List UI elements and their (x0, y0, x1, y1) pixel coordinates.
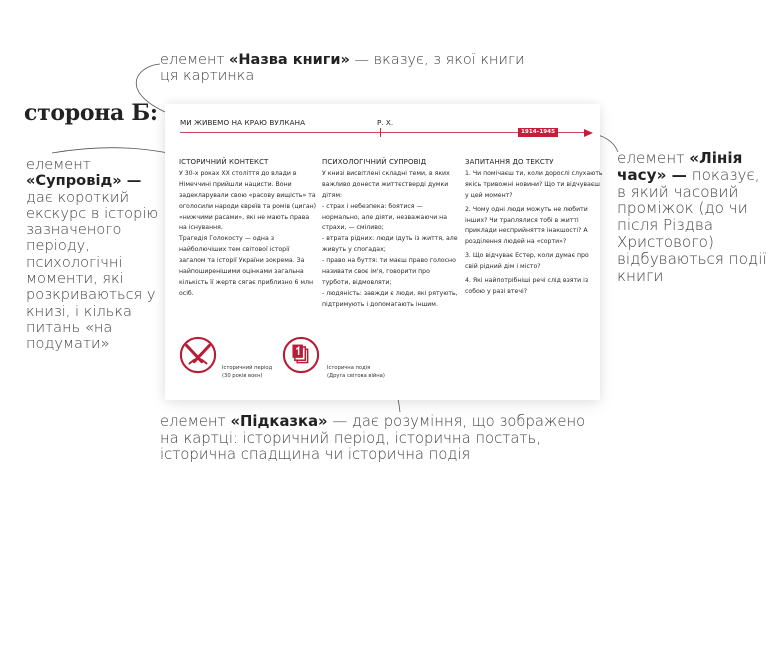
column-paragraph: - право на буття: ти маєш право голосно називати своє ім'я, говорити про турботи, відмовляти; (322, 257, 456, 286)
annotation-element-name: «Назва книги» (229, 52, 350, 68)
side-label: сторона Б: (24, 100, 158, 126)
question-item: 3. Що відчуває Естер, коли думає про свій рідний дім і місто? (465, 252, 589, 271)
hint-type: Історична подія (327, 365, 371, 371)
hint-detail: (30 років воєн) (222, 372, 263, 379)
annotation-description: — дає розуміння, що зображено на картці: історичний період, історична постать, історична спадщина чи історична подія (160, 413, 586, 464)
annotation-support (26, 157, 161, 353)
column-paragraph: - людяність: завжди є люди, які рятують, підтримують і допомагають іншим. (322, 289, 458, 308)
annotation-book-title (160, 52, 530, 84)
annotation-description: дає короткий екскурс в історію зазначеного періоду, психологічні моменти, які розкриваються у книзі, і кілька питань «на подумати» (26, 188, 159, 353)
column-paragraph: У книзі висвітлені складні теми, в яких важливо донести життєстверді думки дітям: (322, 169, 450, 199)
annotation-description: — вказує, з якої книги ця картинка (160, 52, 525, 84)
column-paragraph: - втрата рідних: люди ідуть із життя, але живуть у спогадах; (322, 235, 458, 254)
timeline-arrow-icon (584, 129, 593, 137)
column-paragraph: Трагедія Голокосту — одна з найболючіших тем світової історії загалом та історії України зокрема. За найпоширенішими оцінками загальна кількість її жертв сягає приблизно 6 млн осіб. (179, 235, 314, 297)
timeline-period-badge: 1914–1945 (518, 128, 558, 137)
column-psychological-support (322, 157, 460, 311)
column-paragraph: - страх і небезпека: боятися — нормально, але діяти, незважаючи на страхи, — сміливо; (322, 202, 448, 232)
annotation-prefix: елемент (617, 149, 690, 167)
annotation-prefix: елемент (160, 413, 231, 430)
column-heading: ПСИХОЛОГІЧНИЙ СУПРОВІД (322, 158, 427, 166)
hint-type: Історичний період (222, 365, 273, 371)
book-title: МИ ЖИВЕМО НА КРАЮ ВУЛКАНА (180, 118, 306, 127)
annotation-element-name: «Супровід» — (26, 172, 142, 190)
annotation-description: показує, в який часовий проміжок (до чи після Різдва Христового) відбуваються події книги (617, 165, 767, 285)
timeline-marker-tick (380, 128, 381, 137)
column-text-questions (465, 157, 603, 301)
crossed-swords-icon (179, 336, 217, 374)
annotation-timeline (617, 150, 769, 284)
annotation-element-name: «Лінія часу» — (617, 149, 743, 184)
annotation-prefix: елемент (160, 52, 230, 68)
question-item: 1. Чи помічаєш ти, коли дорослі слухають якісь тривожні новини? Що ти відчуваєш у цей момент? (465, 169, 603, 199)
hint-label-event (327, 365, 385, 380)
hint-detail: (Друга світова війна) (327, 372, 385, 379)
annotation-hint (160, 414, 600, 464)
column-paragraph: У 30-х роках XX століття до влади в Німеччині прийшли нацисти. Вони задекларували свою «расову вищість» та оголосили народи євреїв та ромів (циган) «нижчими расами», які не мають права на існування. (179, 169, 317, 232)
annotation-prefix: елемент (26, 156, 91, 173)
question-item: 4. Які найпотрібніші речі слід взяти із собою у разі втечі? (465, 277, 589, 295)
question-item: 2. Чому одні люди можуть не любити інших? Чи траплялися тобі в житті приклади несприйняття інакшості? А розділення людей на «сорти»? (465, 205, 588, 246)
stacked-pages-icon (282, 336, 320, 374)
book-card-side-b (165, 104, 603, 400)
timeline-marker-label: Р. Х. (377, 118, 394, 127)
hint-label-period (222, 365, 272, 380)
column-heading: ІСТОРИЧНИЙ КОНТЕКСТ (179, 158, 269, 166)
column-heading: ЗАПИТАННЯ ДО ТЕКСТУ (465, 158, 554, 166)
annotation-element-name: «Підказка» (230, 413, 328, 430)
column-historical-context (179, 157, 317, 300)
